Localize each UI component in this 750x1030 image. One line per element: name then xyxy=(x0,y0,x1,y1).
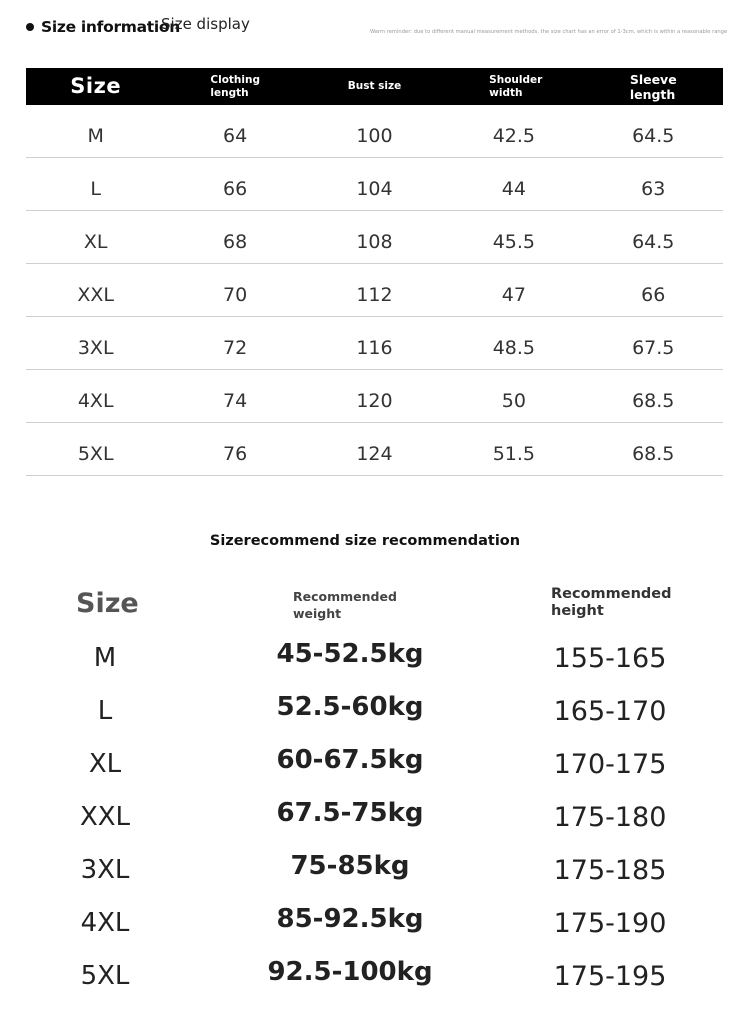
table-row xyxy=(26,105,723,158)
table-row xyxy=(26,264,723,317)
rec-height: 170-175 xyxy=(553,749,667,780)
rec-weight: 45-52.5kg xyxy=(276,639,424,669)
cell-clothing-length: 70 xyxy=(222,284,248,306)
cell-sleeve-length: 64.5 xyxy=(632,231,675,253)
rec-height: 175-185 xyxy=(553,855,667,886)
cell-size: 5XL xyxy=(77,443,114,465)
cell-clothing-length: 76 xyxy=(222,443,248,465)
cell-size: M xyxy=(87,125,104,147)
cell-shoulder-width: 44 xyxy=(501,178,526,200)
cell-sleeve-length: 64.5 xyxy=(632,125,675,147)
rec-size: M xyxy=(93,643,117,673)
measurement-reminder: Warm reminder: due to different manual measurement methods, the size chart has an error of 1-3cm, which is within a reasonable range xyxy=(370,29,728,35)
rec-height: 175-195 xyxy=(553,961,667,992)
cell-clothing-length: 68 xyxy=(222,231,248,253)
rec-size: L xyxy=(97,696,113,726)
rec-weight: 52.5-60kg xyxy=(276,692,424,722)
rec-height: 155-165 xyxy=(553,643,667,674)
cell-bust-size: 116 xyxy=(356,337,393,359)
rec-size: XXL xyxy=(79,802,131,832)
rec-height: 175-190 xyxy=(553,908,667,939)
rec-weight: 85-92.5kg xyxy=(276,904,424,934)
rec-height: 175-180 xyxy=(553,802,667,833)
size-table xyxy=(26,68,723,476)
rec-header-height: Recommended height xyxy=(551,586,672,619)
rec-size: 3XL xyxy=(80,855,130,885)
cell-shoulder-width: 50 xyxy=(501,390,526,412)
cell-bust-size: 100 xyxy=(356,125,393,147)
table-row xyxy=(26,158,723,211)
cell-clothing-length: 66 xyxy=(222,178,248,200)
cell-shoulder-width: 48.5 xyxy=(492,337,536,359)
header-size: Size xyxy=(70,73,122,98)
header-shoulder-width: Shoulder width xyxy=(489,73,543,99)
rec-weight: 60-67.5kg xyxy=(276,745,424,775)
rec-height: 165-170 xyxy=(553,696,667,727)
list-item xyxy=(0,794,750,847)
page-title: Size information xyxy=(41,18,181,36)
cell-size: XL xyxy=(83,231,108,253)
cell-size: 3XL xyxy=(77,337,114,359)
list-item xyxy=(0,635,750,688)
cell-sleeve-length: 68.5 xyxy=(632,390,675,412)
table-row xyxy=(26,423,723,476)
cell-shoulder-width: 45.5 xyxy=(492,231,536,253)
cell-bust-size: 124 xyxy=(356,443,393,465)
cell-bust-size: 104 xyxy=(356,178,393,200)
rec-weight: 75-85kg xyxy=(290,851,410,881)
list-item xyxy=(0,847,750,900)
list-item xyxy=(0,688,750,741)
cell-sleeve-length: 67.5 xyxy=(632,337,675,359)
rec-size: 4XL xyxy=(80,908,130,938)
rec-header-weight: Recommended weight xyxy=(293,589,397,621)
cell-clothing-length: 72 xyxy=(222,337,248,359)
page-header xyxy=(0,0,750,50)
cell-sleeve-length: 68.5 xyxy=(632,443,675,465)
cell-shoulder-width: 42.5 xyxy=(492,125,536,147)
list-item xyxy=(0,900,750,953)
recommendation-header xyxy=(0,585,750,635)
cell-size: 4XL xyxy=(77,390,114,412)
table-row xyxy=(26,317,723,370)
cell-bust-size: 108 xyxy=(356,231,393,253)
cell-sleeve-length: 66 xyxy=(641,284,666,306)
header-clothing-length: Clothing length xyxy=(210,73,260,99)
recommendation-title: Sizerecommend size recommendation xyxy=(209,533,521,549)
cell-size: L xyxy=(90,178,101,200)
cell-sleeve-length: 63 xyxy=(641,178,666,200)
cell-clothing-length: 74 xyxy=(222,390,248,412)
header-sleeve-length: Sleeve length xyxy=(629,71,677,102)
cell-clothing-length: 64 xyxy=(222,125,248,147)
cell-shoulder-width: 51.5 xyxy=(492,443,536,465)
header-bust-size: Bust size xyxy=(347,80,402,93)
list-item xyxy=(0,741,750,794)
cell-bust-size: 120 xyxy=(356,390,393,412)
bullet-icon xyxy=(26,23,34,31)
list-item xyxy=(0,953,750,1006)
table-row xyxy=(26,211,723,264)
cell-size: XXL xyxy=(77,284,114,306)
rec-size: 5XL xyxy=(80,961,130,991)
recommendation-table xyxy=(0,585,750,1006)
page-subtitle: Size display xyxy=(161,15,250,33)
cell-bust-size: 112 xyxy=(356,284,393,306)
rec-weight: 67.5-75kg xyxy=(276,798,424,828)
rec-weight: 92.5-100kg xyxy=(267,957,433,987)
size-table-header xyxy=(26,68,723,105)
cell-shoulder-width: 47 xyxy=(501,284,526,306)
rec-size: XL xyxy=(88,749,122,779)
rec-header-size: Size xyxy=(76,588,139,619)
table-row xyxy=(26,370,723,423)
